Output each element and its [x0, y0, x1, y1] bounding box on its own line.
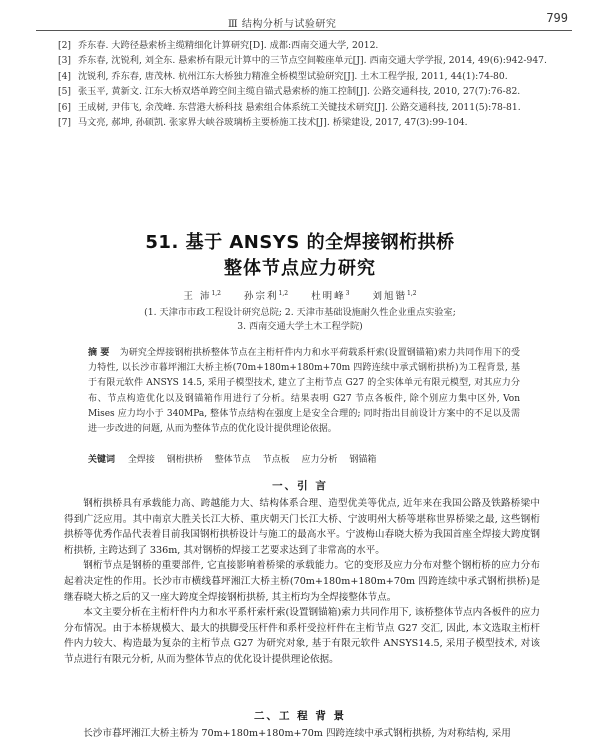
header-section-title: Ⅲ 结构分析与试验研究 [228, 19, 337, 30]
article-title-text: 基于 ANSYS 的全焊接钢桁拱桥 [185, 232, 455, 253]
author-name: 杜明峰 [311, 291, 346, 302]
keyword: 钢桁拱桥 [166, 455, 203, 465]
keyword: 钢锚箱 [349, 455, 377, 465]
article-title-line2: 整体节点应力研究 [224, 258, 376, 279]
abstract-label: 摘 要 [88, 348, 110, 358]
paragraph: 钢桁节点是钢桥的重要部件, 它直接影响着桥梁的承载能力。它的变形及应力分布对整个钢桁桥的应力分布起着决定性的作用。长沙市市横线暮坪湘江大桥主桥(70m+180m+180m+70m 四跨连续中承式钢桁拱桥)是继春晓大桥之后的又一座大跨度全焊接钢桁拱桥, 其主桁均为全焊接整体节点。 [64, 560, 540, 603]
keyword: 整体节点 [214, 455, 251, 465]
reference-item [58, 38, 558, 53]
reference-item [58, 115, 558, 130]
reference-item [58, 84, 558, 99]
section-heading-introduction: 一、引 言 [272, 480, 328, 492]
reference-text: 乔东春. 大跨径悬索桥主缆精细化计算研究[D]. 成都:西南交通大学, 2012. [78, 40, 379, 51]
paragraph: 钢桁拱桥具有承载能力高、跨越能力大、结构体系合理、造型优美等优点, 近年来在我国公路及铁路桥梁中得到广泛应用。其中南京大胜关长江大桥、重庆朝天门长江大桥、宁波明州大桥等堪称世界桥梁之最, 这些钢桁拱桥等优秀作品代表着目前我国钢桁拱桥设计与施工的最高水平。宁波梅山春晓大桥为我国首座全焊接大跨度钢桁拱桥, 主跨达到了 336m, 其对钢桥的焊接工艺要求达到了非常高的水平。 [64, 498, 540, 556]
author-name: 孙宗利 [244, 291, 279, 302]
keyword: 节点板 [262, 455, 290, 465]
author-name: 刘旭锴 [372, 291, 408, 302]
reference-number: [7] [58, 117, 72, 129]
paragraph: 本文主要分析在主桁杆件内力和水平系杆索杆索(设置钢锚箱)索力共同作用下, 该桥整体节点内各板件的应力分布情况。由于本桥规模大、最大的拱脚受压杆件和系杆受拉杆件在主桁节点 G27 交汇, 因此, 本文选取主桁杆件内力较大、构造最为复杂的主桁节点 G27 为研究对象, 基于有限元软件 ANSYS14.5, 采用子模型技术, 对该节点进行有限元分析, 从而为整体节点的优化设计提供理论依据。 [64, 607, 540, 665]
abstract-text: 为研究全焊接钢桁拱桥整体节点在主桁杆件内力和水平荷载系杆索(设置钢锚箱)索力共同作用下的受力特性, 以长沙市暮坪湘江大桥主桥(70m+180m+180m+70m 四跨连续中承式钢桁拱桥)为工程背景, 基于有限元软件 ANSYS 14.5, 采用子模型技术, 建立了主桁节点 G27 的全实体单元有限元模型, 对其应力分布、节点构造优化以及钢锚箱作用进行了分析。结果表明 G27 节点各板件, 除个别应力集中区外, Von Mises 应力均小于 340MPa, 整体节点结构在强度上是安全合理的; 同时指出目前设计方案中的不足以及需进一步改进的问题, 从而为整体节点的优化设计提供理论依据。 [88, 348, 520, 435]
author-affiliation-mark: 1,2 [278, 289, 289, 297]
article-title-line1 [0, 228, 600, 254]
reference-text: 王成树, 尹伟飞, 余茂峰. 东营港大桥科技 悬索组合体系统工关键技术研究[J]. 公路交通科技, 2011(5):78-81. [78, 101, 521, 113]
author-affiliation-mark: 1,2 [407, 289, 417, 297]
author-affiliation-mark: 1,2 [211, 289, 221, 297]
reference-text: 张玉平, 黄新文. 江东大桥双塔单跨空间主缆自锚式悬索桥的施工控制[J]. 公路交通科技, 2010, 27(7):76-82. [78, 86, 521, 98]
reference-text: 乔东春, 沈锐利, 刘全东. 悬索桥有限元计算中的三节点空间鞍座单元[J]. 西南交通大学学报, 2014, 49(6):942-947. [78, 55, 547, 67]
keyword: 全焊接 [127, 455, 155, 465]
running-header [36, 10, 572, 31]
reference-list [58, 38, 558, 130]
section-heading-background: 二、工 程 背 景 [254, 710, 346, 722]
reference-number: [2] [58, 40, 72, 51]
affiliation-line1: (1. 天津市市政工程设计研究总院; 2. 天津市基础设施耐久性企业重点实验室; [144, 307, 456, 318]
reference-item [58, 53, 558, 68]
author-name: 王 沛 [183, 291, 212, 302]
reference-item [58, 69, 558, 84]
reference-number: [5] [58, 86, 72, 98]
background-paragraph: 长沙市暮坪湘江大桥主桥为 70m+180m+180m+70m 四跨连续中承式钢桁拱桥, 为对称结构, 采用 [83, 728, 511, 739]
article-number: 51. [145, 232, 179, 253]
reference-number: [4] [58, 70, 72, 82]
keywords-label: 关键词 [88, 455, 116, 465]
reference-text: 沈锐利, 乔东春, 唐茂林. 杭州江东大桥独力精准全桥模型试验研究[J]. 土木工程学报, 2011, 44(1):74-80. [78, 70, 508, 82]
affiliation-line2: 3. 西南交通大学土木工程学院) [237, 321, 363, 332]
reference-number: [6] [58, 101, 72, 113]
reference-text: 马文亮, 郝坤, 孙硕凯. 张家界大峡谷玻璃桥主要桥施工技术[J]. 桥梁建设, 2017, 47(3):99-104. [78, 117, 468, 129]
author-affiliation-mark: 3 [345, 289, 350, 297]
reference-item [58, 100, 558, 115]
abstract [88, 346, 520, 437]
page-number: 799 [546, 11, 568, 25]
reference-number: [3] [58, 55, 72, 67]
author-list [0, 288, 600, 302]
keyword: 应力分析 [301, 455, 338, 465]
introduction-body [64, 496, 540, 668]
keywords [88, 452, 520, 465]
